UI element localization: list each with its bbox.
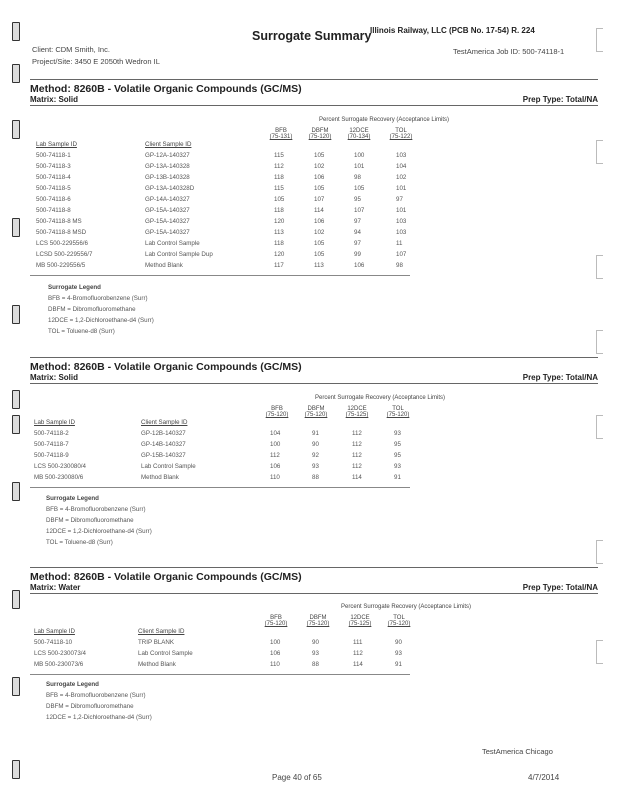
tol-value: 98 — [396, 262, 403, 269]
binder-hole — [12, 64, 20, 83]
dbfm-value: 90 — [312, 639, 319, 646]
lab-sample-id: 500-74118-8 — [36, 207, 71, 214]
method-title: Method: 8260B - Volatile Organic Compounds (GC/MS) — [30, 361, 302, 373]
divider — [30, 79, 598, 80]
dce-value: 107 — [354, 207, 365, 214]
tol-value: 91 — [395, 661, 402, 668]
client-sample-id: GP-15B-140327 — [141, 452, 186, 459]
lab-sample-id: MB 500-230073/6 — [34, 661, 84, 668]
client-sample-id: Lab Control Sample — [145, 240, 200, 247]
dce-value: 99 — [354, 251, 361, 258]
lab-sample-id: 500-74118-1 — [36, 152, 71, 159]
client-sample-id: Method Blank — [145, 262, 183, 269]
legend-title: Surrogate Legend — [46, 681, 99, 688]
dbfm-value: 114 — [314, 207, 324, 214]
tol-value: 91 — [394, 474, 401, 481]
bfb-value: 115 — [274, 152, 284, 159]
divider — [30, 593, 598, 594]
column-header-bfb: BFB (75-120) — [265, 406, 289, 418]
lab-sample-header: Lab Sample ID — [36, 141, 77, 148]
client-sample-header: Client Sample ID — [138, 628, 185, 635]
prep-type: Prep Type: Total/NA — [522, 95, 598, 104]
legend-item: 12DCE = 1,2-Dichloroethane-d4 (Surr) — [48, 317, 154, 324]
client-sample-id: Lab Control Sample — [138, 650, 193, 657]
method-title: Method: 8260B - Volatile Organic Compounds (GC/MS) — [30, 83, 302, 95]
column-header-dbfm: DBFM (75-120) — [306, 615, 330, 627]
bfb-value: 106 — [270, 463, 281, 470]
binder-hole — [12, 218, 20, 237]
bfb-value: 117 — [274, 262, 284, 269]
surrogate-legend — [48, 284, 348, 344]
dce-value: 112 — [353, 650, 363, 657]
bfb-value: 112 — [270, 452, 280, 459]
lab-sample-id: 500-74118-3 — [36, 163, 71, 170]
dbfm-value: 88 — [312, 474, 319, 481]
divider — [30, 105, 598, 106]
dbfm-value: 107 — [314, 196, 325, 203]
bfb-value: 100 — [270, 441, 281, 448]
client-sample-id: GP-15A-140327 — [145, 207, 190, 214]
client-sample-id: GP-14A-140327 — [145, 196, 190, 203]
client-sample-id: GP-15A-140327 — [145, 218, 190, 225]
client-sample-id: GP-14B-140327 — [141, 441, 186, 448]
lab-sample-id: 500-74118-10 — [34, 639, 73, 646]
dce-value: 114 — [353, 661, 363, 668]
lab-sample-id: 500-74118-6 — [36, 196, 71, 203]
dce-value: 112 — [352, 463, 362, 470]
right-edge-tab — [596, 255, 603, 279]
legend-title: Surrogate Legend — [46, 495, 99, 502]
surrogate-section — [30, 567, 598, 721]
dce-value: 101 — [354, 163, 365, 170]
lab-sample-id: LCS 500-230080/4 — [34, 463, 86, 470]
client-sample-id: GP-12A-140327 — [145, 152, 190, 159]
client-sample-id: Method Blank — [138, 661, 176, 668]
lab-sample-id: MB 500-229556/5 — [36, 262, 86, 269]
client-sample-id: GP-13A-140328 — [145, 163, 190, 170]
tol-value: 104 — [396, 163, 407, 170]
matrix-label: Matrix: Solid Prep Type: Total/NA — [30, 95, 598, 104]
right-edge-tab — [596, 140, 603, 164]
right-edge-tab — [596, 28, 603, 52]
dbfm-value: 105 — [314, 251, 325, 258]
lab-sample-id: LCS 500-229556/6 — [36, 240, 88, 247]
dce-value: 94 — [354, 229, 361, 236]
right-edge-tab — [596, 415, 603, 439]
dbfm-value: 90 — [312, 441, 319, 448]
bfb-value: 105 — [274, 196, 285, 203]
dbfm-value: 102 — [314, 163, 325, 170]
bfb-value: 106 — [270, 650, 281, 657]
dce-value: 112 — [352, 452, 362, 459]
bfb-value: 120 — [274, 251, 285, 258]
footer-lab-name: TestAmerica Chicago — [482, 747, 553, 756]
percent-recovery-header: Percent Surrogate Recovery (Acceptance Limits) — [341, 604, 472, 610]
dce-value: 111 — [353, 639, 363, 646]
dbfm-value: 88 — [312, 661, 319, 668]
dce-value: 106 — [354, 262, 365, 269]
dbfm-value: 93 — [312, 463, 319, 470]
dce-value: 97 — [354, 218, 361, 225]
column-header-tol: TOL (75-120) — [387, 615, 411, 627]
client-sample-header: Client Sample ID — [145, 141, 192, 148]
right-edge-tab — [596, 540, 603, 564]
dce-value: 114 — [352, 474, 362, 481]
binder-hole — [12, 482, 20, 501]
dce-value: 98 — [354, 174, 361, 181]
legend-item: TOL = Toluene-d8 (Surr) — [46, 539, 113, 546]
lab-sample-header: Lab Sample ID — [34, 628, 75, 635]
legend-item: DBFM = Dibromofluoromethane — [46, 517, 134, 524]
right-edge-tab — [596, 330, 603, 354]
page-title: Surrogate Summary — [252, 29, 372, 43]
binder-hole — [12, 415, 20, 434]
binder-hole — [12, 590, 20, 609]
divider — [30, 357, 598, 358]
report-date: 4/7/2014 — [528, 773, 560, 782]
dbfm-value: 102 — [314, 229, 325, 236]
bfb-value: 115 — [274, 185, 284, 192]
bfb-value: 110 — [270, 474, 280, 481]
tol-value: 93 — [394, 463, 401, 470]
tol-value: 95 — [394, 441, 401, 448]
percent-recovery-header: Percent Surrogate Recovery (Acceptance Limits) — [315, 395, 446, 401]
dce-value: 105 — [354, 185, 365, 192]
client-sample-id: GP-13A-140328D — [145, 185, 195, 192]
lab-sample-id: LCSD 500-229556/7 — [36, 251, 93, 258]
column-header-12dce: 12DCE (75-125) — [345, 406, 369, 418]
binder-hole — [12, 120, 20, 139]
lab-sample-id: MB 500-230080/6 — [34, 474, 84, 481]
binder-hole — [12, 390, 20, 409]
lab-sample-id: 500-74118-7 — [34, 441, 69, 448]
dce-value: 112 — [352, 430, 362, 437]
legend-item: TOL = Toluene-d8 (Surr) — [48, 328, 115, 335]
table-rule — [30, 674, 410, 675]
dce-value: 97 — [354, 240, 361, 247]
dbfm-value: 105 — [314, 185, 325, 192]
client-name: Client: CDM Smith, Inc. — [32, 45, 110, 54]
binder-hole — [12, 22, 20, 41]
matrix-label: Matrix: Water Prep Type: Total/NA — [30, 583, 598, 592]
lab-sample-id: 500-74118-5 — [36, 185, 71, 192]
dbfm-value: 106 — [314, 218, 325, 225]
tol-value: 103 — [396, 229, 407, 236]
prep-type: Prep Type: Total/NA — [522, 583, 598, 592]
right-edge-tab — [596, 640, 603, 664]
client-sample-id: Method Blank — [141, 474, 179, 481]
bfb-value: 112 — [274, 163, 284, 170]
column-header-bfb: BFB (75-131) — [269, 128, 293, 140]
binder-hole — [12, 677, 20, 696]
client-sample-id: TRIP BLANK — [138, 639, 174, 646]
tol-value: 11 — [396, 240, 403, 247]
bfb-value: 118 — [274, 174, 284, 181]
legend-item: 12DCE = 1,2-Dichloroethane-d4 (Surr) — [46, 528, 152, 535]
client-sample-id: GP-15A-140327 — [145, 229, 190, 236]
dbfm-value: 93 — [312, 650, 319, 657]
bfb-value: 104 — [270, 430, 281, 437]
project-reference: Illinois Railway, LLC (PCB No. 17-54) R. 224 — [370, 26, 535, 35]
job-id: TestAmerica Job ID: 500-74118-1 — [453, 47, 565, 56]
tol-value: 101 — [396, 185, 407, 192]
percent-recovery-header: Percent Surrogate Recovery (Acceptance Limits) — [319, 117, 450, 123]
lab-sample-id: 500-74118-4 — [36, 174, 71, 181]
bfb-value: 118 — [274, 240, 284, 247]
dbfm-value: 105 — [314, 152, 325, 159]
legend-item: DBFM = Dibromofluoromethane — [46, 703, 134, 710]
client-sample-id: Lab Control Sample — [141, 463, 196, 470]
dbfm-value: 91 — [312, 430, 319, 437]
surrogate-section — [30, 357, 598, 546]
tol-value: 93 — [394, 430, 401, 437]
column-header-bfb: BFB (75-120) — [264, 615, 288, 627]
tol-value: 103 — [396, 218, 407, 225]
bfb-value: 120 — [274, 218, 285, 225]
tol-value: 107 — [396, 251, 407, 258]
legend-item: 12DCE = 1,2-Dichloroethane-d4 (Surr) — [46, 714, 152, 721]
lab-sample-header: Lab Sample ID — [34, 419, 75, 426]
dce-value: 100 — [354, 152, 365, 159]
client-sample-id: Lab Control Sample Dup — [145, 251, 213, 258]
legend-item: BFB = 4-Bromofluorobenzene (Surr) — [46, 506, 146, 513]
client-sample-id: GP-13B-140328 — [145, 174, 190, 181]
legend-item: BFB = 4-Bromofluorobenzene (Surr) — [46, 692, 146, 699]
client-sample-header: Client Sample ID — [141, 419, 188, 426]
surrogate-section — [30, 79, 598, 335]
divider — [30, 567, 598, 568]
lab-sample-id: 500-74118-2 — [34, 430, 69, 437]
surrogate-legend — [46, 681, 346, 731]
tol-value: 97 — [396, 196, 403, 203]
column-header-12dce: 12DCE (75-125) — [348, 615, 372, 627]
legend-item: DBFM = Dibromofluoromethane — [48, 306, 136, 313]
tol-value: 101 — [396, 207, 407, 214]
dbfm-value: 106 — [314, 174, 325, 181]
legend-item: BFB = 4-Bromofluorobenzene (Surr) — [48, 295, 148, 302]
legend-title: Surrogate Legend — [48, 284, 101, 291]
dbfm-value: 92 — [312, 452, 319, 459]
dce-value: 112 — [352, 441, 362, 448]
lab-sample-id: 500-74118-9 — [34, 452, 69, 459]
table-rule — [30, 275, 410, 276]
table-rule — [30, 487, 410, 488]
bfb-value: 100 — [270, 639, 281, 646]
tol-value: 102 — [396, 174, 407, 181]
divider — [30, 383, 598, 384]
column-header-dbfm: DBFM (75-120) — [304, 406, 328, 418]
column-header-dbfm: DBFM (75-120) — [308, 128, 332, 140]
surrogate-legend — [46, 495, 346, 555]
bfb-value: 110 — [270, 661, 280, 668]
method-title: Method: 8260B - Volatile Organic Compounds (GC/MS) — [30, 571, 302, 583]
page-number: Page 40 of 65 — [272, 773, 322, 782]
bfb-value: 113 — [274, 229, 284, 236]
binder-hole — [12, 305, 20, 324]
dbfm-value: 105 — [314, 240, 325, 247]
lab-sample-id: 500-74118-8 MSD — [36, 229, 87, 236]
column-header-tol: TOL (75-120) — [386, 406, 410, 418]
prep-type: Prep Type: Total/NA — [522, 373, 598, 382]
binder-hole — [12, 760, 20, 779]
project-site: Project/Site: 3450 E 2050th Wedron IL — [32, 57, 160, 66]
matrix-label: Matrix: Solid Prep Type: Total/NA — [30, 373, 598, 382]
tol-value: 93 — [395, 650, 402, 657]
tol-value: 90 — [395, 639, 402, 646]
tol-value: 103 — [396, 152, 407, 159]
bfb-value: 118 — [274, 207, 284, 214]
tol-value: 95 — [394, 452, 401, 459]
dce-value: 95 — [354, 196, 361, 203]
column-header-tol: TOL (75-122) — [389, 128, 413, 140]
column-header-12dce: 12DCE (70-134) — [347, 128, 371, 140]
client-sample-id: GP-12B-140327 — [141, 430, 186, 437]
lab-sample-id: 500-74118-8 MS — [36, 218, 82, 225]
lab-sample-id: LCS 500-230073/4 — [34, 650, 86, 657]
dbfm-value: 113 — [314, 262, 324, 269]
